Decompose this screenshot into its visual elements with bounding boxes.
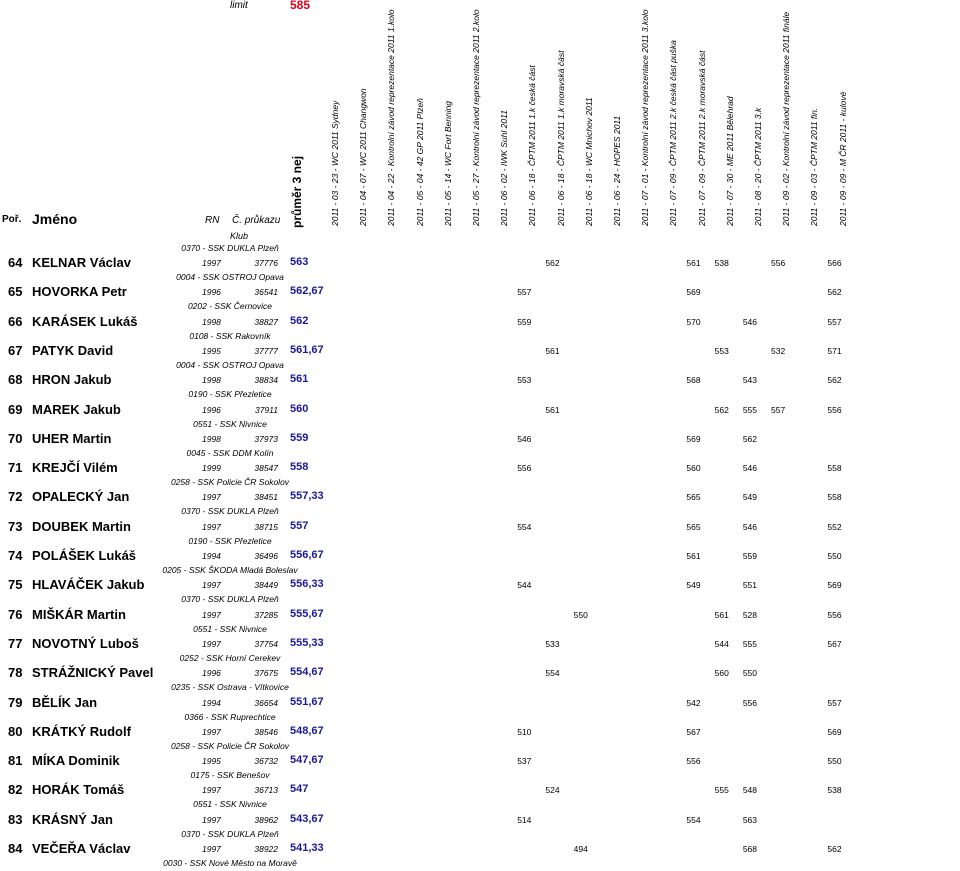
score-cell: 561	[714, 609, 729, 620]
score-cell: 569	[827, 580, 842, 591]
name-cell: KRÁSNÝ Jan	[32, 811, 113, 827]
score-cell: 533	[545, 638, 560, 649]
score-cell: 510	[517, 726, 532, 737]
score-cell: 556	[742, 697, 757, 708]
score-cell: 550	[742, 668, 757, 679]
score-cell: 562	[827, 375, 842, 386]
score-cell: 562	[827, 844, 842, 854]
name-cell: DOUBEK Martin	[32, 518, 131, 534]
competition-header: 2011 - 05 - 27 - Kontrolní závod reprezentace 2011 2.kolo	[471, 9, 481, 226]
club-label: 0370 - SSK DUKLA Plzeň	[181, 243, 279, 253]
average-cell: 560	[290, 402, 309, 415]
average-cell: 561	[290, 373, 309, 386]
year-cell: 1999	[202, 463, 221, 474]
club-label: 0370 - SSK DUKLA Plzeň	[181, 506, 279, 517]
rank-cell: 83	[8, 811, 23, 827]
score-cell: 561	[686, 551, 701, 561]
year-cell: 1997	[202, 521, 221, 532]
rank-cell: 82	[8, 782, 23, 798]
average-cell: 562,67	[290, 285, 324, 298]
score-cell: 537	[517, 756, 532, 767]
score-cell: 571	[827, 345, 842, 356]
competition-header: 2011 - 07 - 01 - Kontrolní závod reprezentace 2011 3.kolo	[640, 9, 651, 226]
club-label: 0190 - SSK Přezletice	[188, 389, 272, 400]
score-cell: 563	[742, 814, 757, 825]
score-cell: 556	[827, 404, 842, 415]
score-cell: 553	[517, 375, 532, 386]
year-cell: 1997	[202, 258, 221, 268]
club-label: 0370 - SSK DUKLA Plzeň	[181, 828, 279, 839]
rank-cell: 77	[8, 635, 23, 651]
score-cell: 559	[742, 551, 757, 561]
competition-header: 2011 - 06 - 24 - HOPES 2011	[612, 115, 622, 226]
name-cell: HORÁK Tomáš	[32, 782, 125, 798]
card-number-cell: 36496	[254, 551, 278, 561]
column-header-rank: Poř.	[2, 214, 22, 225]
score-cell: 550	[827, 551, 842, 561]
score-cell: 532	[771, 345, 786, 356]
rank-cell: 66	[8, 313, 23, 329]
score-cell: 560	[714, 668, 729, 679]
limit-value: 585	[290, 0, 311, 12]
score-cell: 546	[742, 521, 757, 532]
club-label: 0258 - SSK Policie ČR Sokolov	[170, 477, 290, 488]
average-cell: 551,67	[290, 695, 324, 708]
competition-header: 2011 - 05 - 04 - 42 GP 2011 Plzeň	[414, 98, 425, 226]
score-cell: 550	[827, 756, 842, 767]
name-cell: KARÁSEK Lukáš	[32, 313, 138, 329]
average-cell: 555,67	[290, 607, 324, 620]
name-cell: VEČEŘA Václav	[32, 841, 131, 856]
club-label: 0252 - SSK Horní Cerekev	[179, 652, 281, 663]
score-cell: 555	[714, 785, 729, 796]
average-cell: 543,67	[290, 812, 324, 825]
name-cell: MÍKA Dominik	[32, 753, 120, 769]
score-cell: 553	[714, 345, 729, 356]
score-cell: 556	[517, 463, 532, 474]
score-cell: 494	[573, 844, 588, 854]
rank-cell: 75	[8, 577, 23, 593]
competition-header: 2011 - 06 - 18 - ČPTM 2011 1.k moravská část	[555, 50, 566, 226]
score-cell: 524	[545, 785, 560, 796]
name-cell: UHER Martin	[32, 430, 112, 446]
average-cell: 557	[290, 519, 309, 532]
score-cell: 561	[686, 258, 701, 268]
club-label: 0190 - SSK Přezletice	[188, 535, 272, 546]
name-cell: BĚLÍK Jan	[32, 694, 98, 710]
average-cell: 558	[290, 461, 309, 474]
year-cell: 1996	[202, 287, 221, 298]
competition-header: 2011 - 08 - 20 - ČPTM 2011 3.k	[753, 107, 763, 226]
year-cell: 1994	[202, 697, 221, 708]
year-cell: 1997	[202, 814, 221, 825]
score-cell: 543	[742, 375, 757, 386]
card-number-cell: 38922	[254, 844, 278, 854]
column-header-average: průměr 3 nej	[290, 155, 304, 228]
year-cell: 1997	[202, 580, 221, 591]
card-number-cell: 37777	[254, 345, 278, 356]
score-cell: 558	[827, 492, 842, 503]
column-header-name: Jméno	[32, 211, 78, 227]
rank-cell: 78	[8, 665, 23, 681]
competition-header: 2011 - 07 - 09 - ČPTM 2011 2.k moravská část	[696, 50, 707, 226]
score-cell: 546	[742, 316, 757, 327]
card-number-cell: 36732	[254, 756, 278, 767]
score-cell: 557	[771, 404, 786, 415]
club-label: 0370 - SSK DUKLA Plzeň	[181, 594, 279, 605]
rank-cell: 84	[8, 841, 23, 856]
card-number-cell: 36713	[254, 785, 278, 796]
competition-header: 2011 - 06 - 02 - IWK Suhl 2011	[499, 110, 510, 226]
name-cell: NOVOTNÝ Luboš	[32, 635, 139, 651]
club-label: 0366 - SSK Ruprechtice	[184, 711, 276, 722]
club-label: 0551 - SSK Nivnice	[193, 799, 267, 810]
score-cell: 554	[545, 668, 560, 679]
score-cell: 546	[742, 463, 757, 474]
name-cell: MIŠKÁR Martin	[32, 606, 126, 622]
club-label: 0235 - SSK Ostrava - Vítkovice	[171, 682, 289, 693]
name-cell: KREJČÍ Vilém	[32, 460, 118, 476]
score-cell: 562	[827, 287, 842, 298]
average-cell: 554,67	[290, 666, 324, 679]
card-number-cell: 36654	[254, 697, 278, 708]
score-cell: 555	[742, 404, 757, 415]
average-cell: 556,33	[290, 578, 324, 591]
club-label: 0004 - SSK OSTROJ Opava	[176, 272, 284, 282]
card-number-cell: 38834	[254, 375, 278, 386]
club-label: 0108 - SSK Rakovník	[189, 330, 271, 341]
score-cell: 568	[742, 844, 757, 854]
year-cell: 1996	[202, 404, 221, 415]
column-header-club: Klub	[230, 231, 249, 241]
score-cell: 565	[686, 521, 701, 532]
score-cell: 557	[827, 316, 842, 327]
average-cell: 547	[290, 783, 309, 796]
score-cell: 570	[686, 316, 701, 327]
year-cell: 1998	[202, 433, 221, 444]
score-cell: 528	[742, 609, 757, 620]
competition-header: 2011 - 07 - 09 - ČPTM 2011 2.k česká část puška	[668, 40, 679, 226]
name-cell: POLÁŠEK Lukáš	[32, 548, 137, 563]
competition-header: 2011 - 04 - 07 - WC 2011 Changwon	[358, 88, 369, 226]
score-cell: 561	[545, 345, 560, 356]
average-cell: 561,67	[290, 343, 324, 356]
score-cell: 560	[686, 463, 701, 474]
column-header-rn: RN	[205, 215, 220, 226]
average-cell: 559	[290, 431, 309, 444]
club-label: 0205 - SSK ŠKODA Mladá Boleslav	[162, 565, 298, 575]
score-cell: 569	[686, 433, 701, 444]
score-cell: 549	[742, 492, 757, 503]
score-cell: 567	[686, 726, 701, 737]
card-number-cell: 37776	[254, 258, 278, 268]
year-cell: 1994	[202, 551, 221, 561]
name-cell: STRÁŽNICKÝ Pavel	[32, 665, 154, 681]
year-cell: 1998	[202, 316, 221, 327]
score-cell: 556	[686, 756, 701, 767]
club-label: 0045 - SSK DDM Kolín	[186, 447, 274, 458]
rank-cell: 76	[8, 606, 23, 622]
score-cell: 562	[714, 404, 729, 415]
average-cell: 557,33	[290, 490, 324, 503]
year-cell: 1997	[202, 844, 221, 854]
score-cell: 569	[827, 726, 842, 737]
name-cell: KRÁTKÝ Rudolf	[32, 723, 131, 739]
average-cell: 548,67	[290, 724, 324, 737]
score-cell: 546	[517, 433, 532, 444]
card-number-cell: 38827	[254, 316, 278, 327]
column-header-card: Č. průkazu	[232, 215, 281, 226]
rank-cell: 74	[8, 548, 23, 563]
average-cell: 563	[290, 256, 309, 268]
year-cell: 1997	[202, 785, 221, 796]
score-cell: 549	[686, 580, 701, 591]
score-cell: 559	[517, 316, 532, 327]
name-cell: MAREK Jakub	[32, 401, 121, 417]
year-cell: 1996	[202, 668, 221, 679]
score-cell: 556	[771, 258, 786, 268]
name-cell: KELNAR Václav	[32, 255, 131, 270]
year-cell: 1997	[202, 726, 221, 737]
score-cell: 554	[686, 814, 701, 825]
score-cell: 551	[742, 580, 757, 591]
name-cell: HRON Jakub	[32, 372, 112, 388]
score-cell: 567	[827, 638, 842, 649]
score-cell: 538	[827, 785, 842, 796]
score-cell: 538	[714, 258, 729, 268]
card-number-cell: 37973	[254, 433, 278, 444]
rank-cell: 70	[8, 430, 23, 446]
score-cell: 557	[517, 287, 532, 298]
score-cell: 514	[517, 814, 532, 825]
score-cell: 550	[573, 609, 588, 620]
rank-cell: 64	[8, 255, 23, 270]
score-cell: 562	[742, 433, 757, 444]
rank-cell: 72	[8, 489, 23, 505]
average-cell: 547,67	[290, 754, 324, 767]
year-cell: 1995	[202, 345, 221, 356]
competition-header: 2011 - 05 - 14 - WC Fort Benning	[442, 100, 453, 226]
score-cell: 558	[827, 463, 842, 474]
club-label: 0551 - SSK Nivnice	[193, 418, 267, 429]
score-cell: 557	[827, 697, 842, 708]
score-cell: 544	[517, 580, 532, 591]
score-cell: 552	[827, 521, 842, 532]
rank-cell: 81	[8, 753, 23, 769]
competition-header: 2011 - 07 - 30 - ME 2011 Bělehrad	[724, 96, 735, 226]
score-cell: 542	[686, 697, 701, 708]
rank-cell: 73	[8, 518, 23, 534]
year-cell: 1998	[202, 375, 221, 386]
card-number-cell: 37285	[254, 609, 278, 620]
score-cell: 568	[686, 375, 701, 386]
club-label: 0004 - SSK OSTROJ Opava	[176, 359, 284, 370]
card-number-cell: 38449	[254, 580, 278, 591]
year-cell: 1997	[202, 492, 221, 503]
score-cell: 555	[742, 638, 757, 649]
name-cell: HOVORKA Petr	[32, 284, 127, 300]
year-cell: 1997	[202, 638, 221, 649]
average-cell: 562	[290, 314, 309, 327]
competition-header: 2011 - 06 - 18 - ČPTM 2011 1.k česká část	[527, 65, 538, 226]
rank-cell: 80	[8, 723, 23, 739]
score-cell: 544	[714, 638, 729, 649]
club-label: 0258 - SSK Policie ČR Sokolov	[170, 740, 290, 751]
card-number-cell: 36541	[254, 287, 278, 298]
name-cell: HLAVÁČEK Jakub	[32, 577, 145, 593]
club-label: 0030 - SSK Nové Město na Moravě	[163, 858, 297, 868]
score-cell: 565	[686, 492, 701, 503]
score-cell: 548	[742, 785, 757, 796]
card-number-cell: 37754	[254, 638, 278, 649]
card-number-cell: 38546	[254, 726, 278, 737]
competition-header: 2011 - 09 - 03 - ČPTM 2011 fin.	[809, 107, 820, 226]
competition-header: 2011 - 09 - 02 - Kontrolní závod reprezentace 2011 finále	[781, 11, 792, 226]
competition-header: 2011 - 06 - 18 - WC Mnichov 2011	[583, 97, 594, 226]
name-cell: PATYK David	[32, 342, 114, 358]
score-cell: 554	[517, 521, 532, 532]
average-cell: 555,33	[290, 636, 324, 649]
rank-cell: 69	[8, 401, 23, 417]
score-cell: 569	[686, 287, 701, 298]
score-cell: 562	[545, 258, 560, 268]
card-number-cell: 38715	[254, 521, 278, 532]
score-cell: 566	[827, 258, 842, 268]
rank-cell: 65	[8, 284, 23, 300]
year-cell: 1995	[202, 756, 221, 767]
competition-header: 2011 - 03 - 23 - WC 2011 Sydney	[330, 100, 340, 226]
name-cell: OPALECKÝ Jan	[32, 489, 130, 505]
rank-cell: 67	[8, 342, 23, 358]
limit-label: limit	[230, 0, 248, 11]
card-number-cell: 38962	[254, 814, 278, 825]
competition-header: 2011 - 09 - 09 - M ČR 2011 - kulové	[837, 91, 848, 226]
rank-cell: 71	[8, 460, 23, 476]
card-number-cell: 37911	[254, 404, 278, 415]
rank-cell: 79	[8, 694, 23, 710]
year-cell: 1997	[202, 609, 221, 620]
rank-cell: 68	[8, 372, 23, 388]
card-number-cell: 38451	[254, 492, 278, 503]
score-cell: 561	[545, 404, 560, 415]
card-number-cell: 38547	[254, 463, 278, 474]
average-cell: 556,67	[290, 549, 324, 561]
club-label: 0202 - SSK Černovice	[187, 301, 273, 312]
average-cell: 541,33	[290, 842, 324, 854]
club-label: 0175 - SSK Benešov	[190, 770, 270, 781]
club-label: 0551 - SSK Nivnice	[193, 623, 267, 634]
card-number-cell: 37675	[254, 668, 278, 679]
competition-header: 2011 - 04 - 22 - Kontrolní závod reprezentace 2011 1.kolo	[386, 9, 397, 226]
score-cell: 556	[827, 609, 842, 620]
